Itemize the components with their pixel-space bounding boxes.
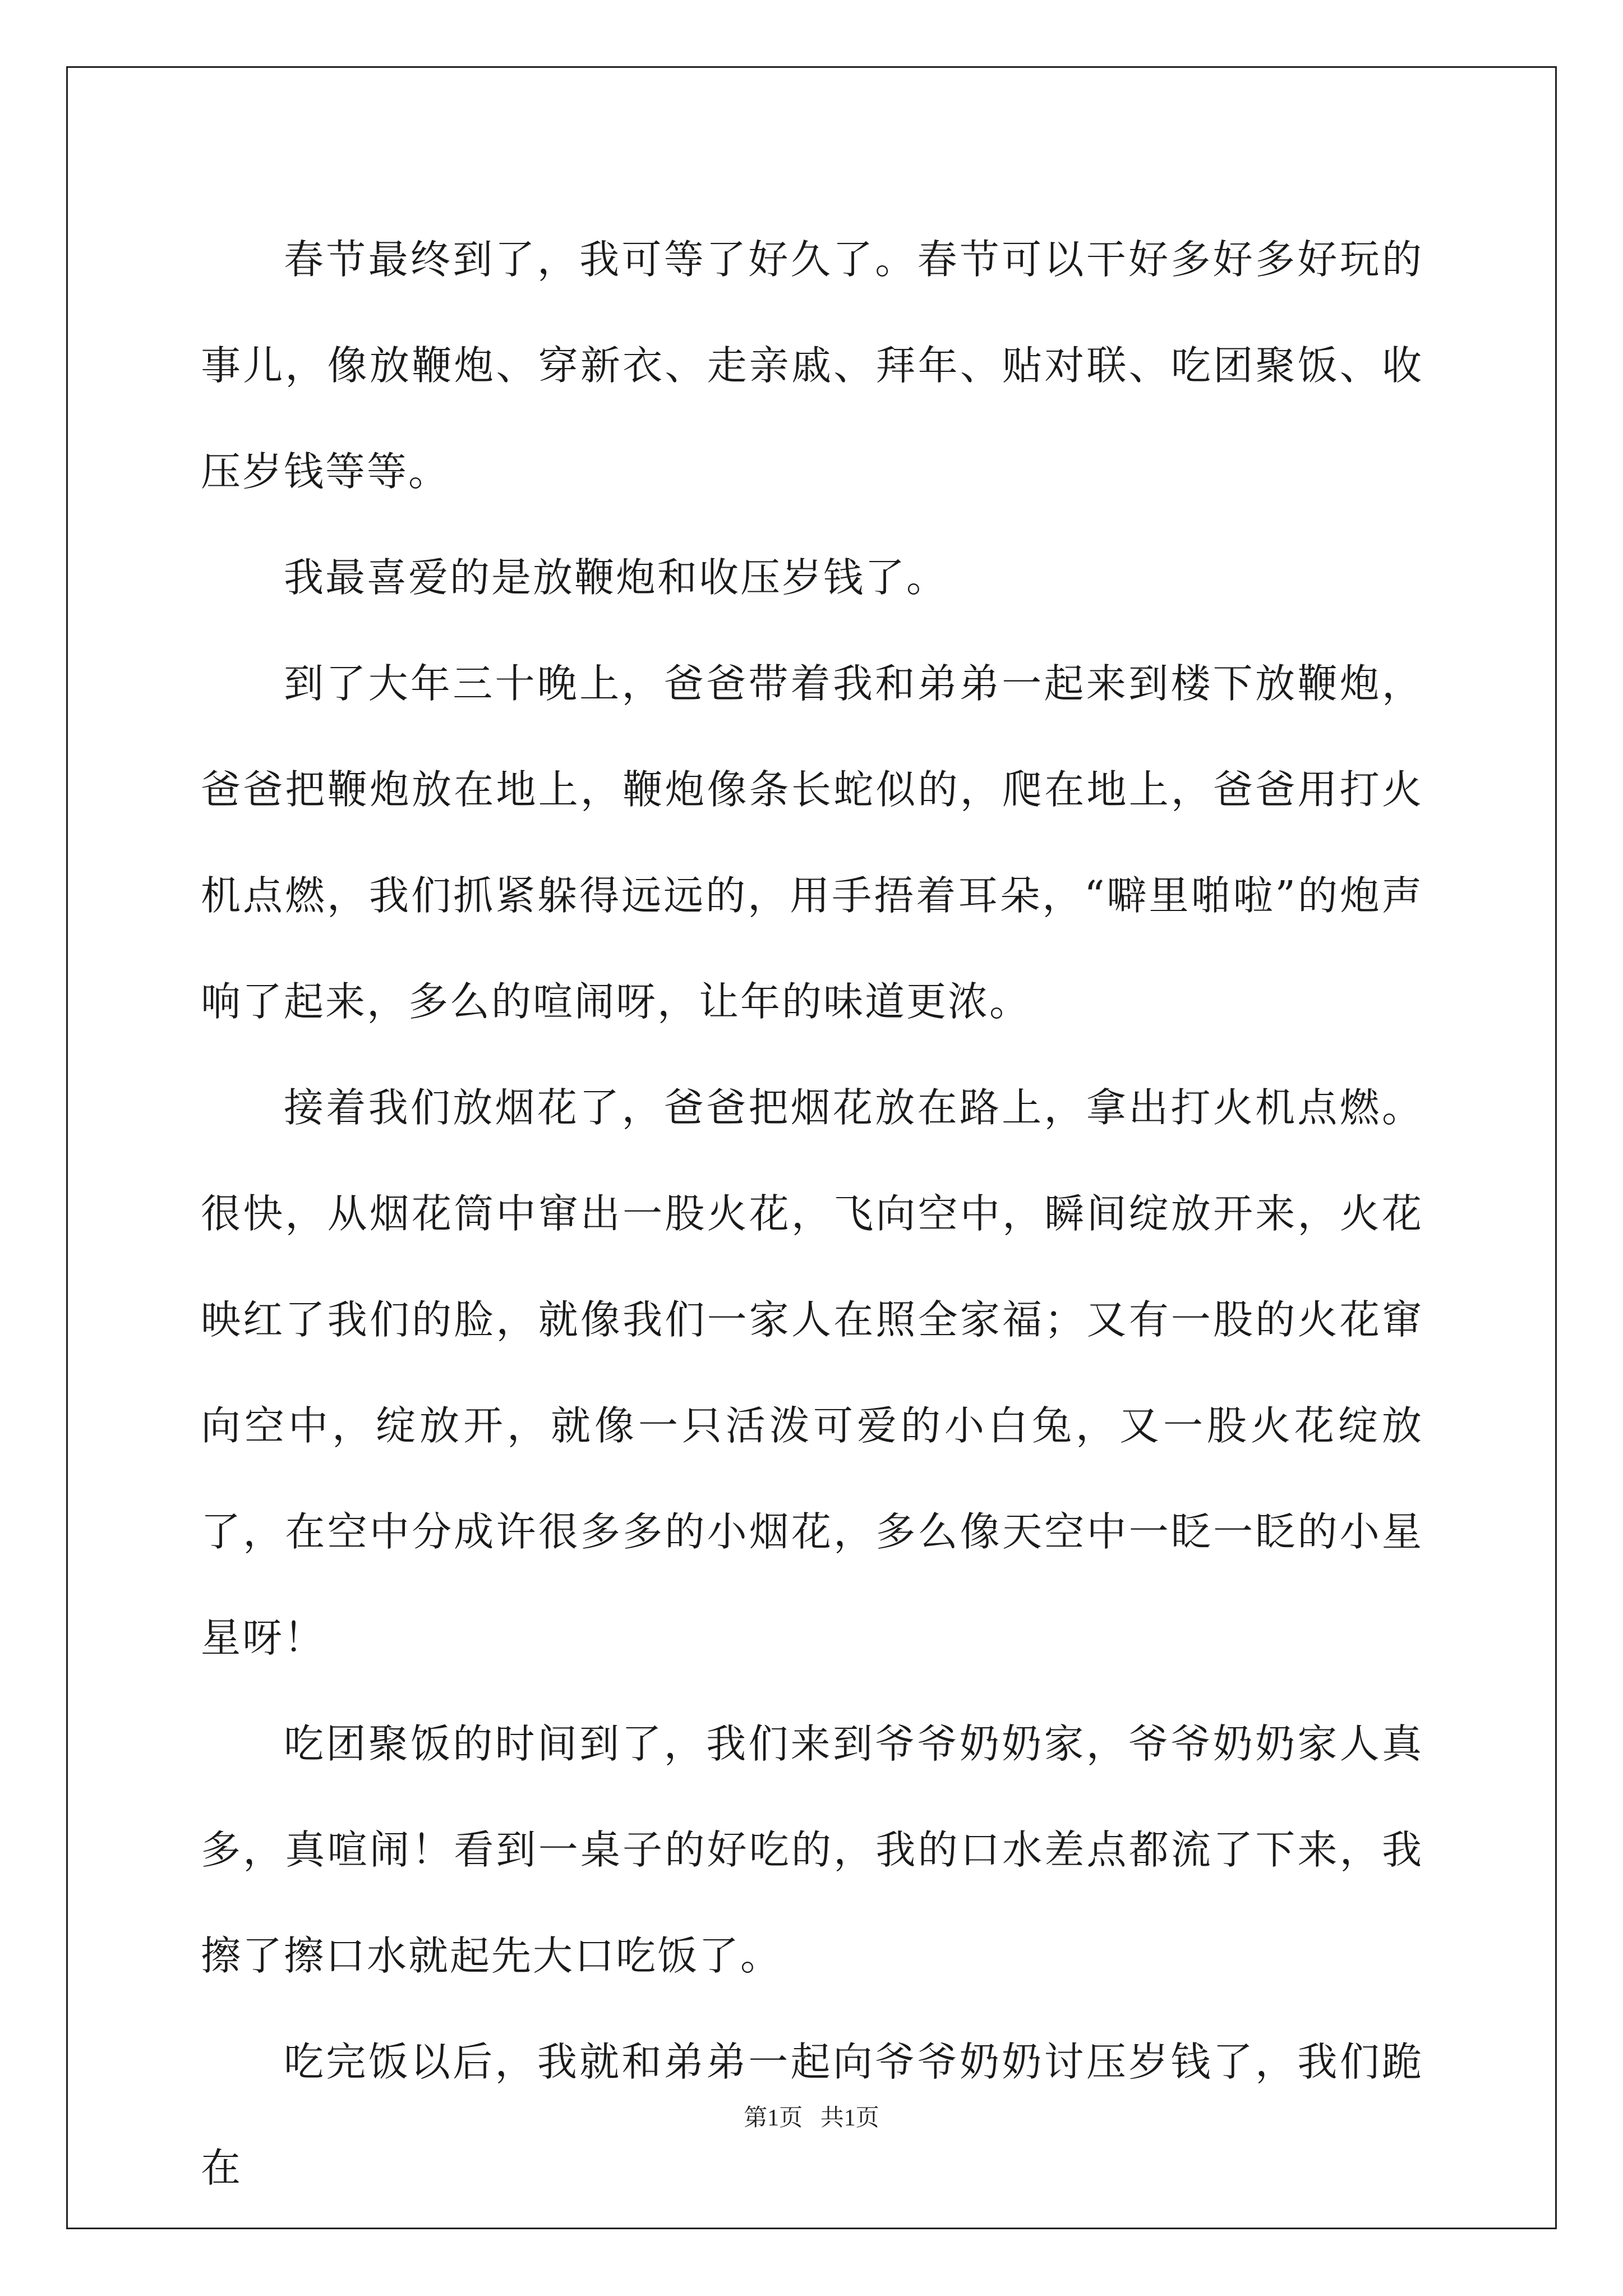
paragraph-3: 到了大年三十晚上，爸爸带着我和弟弟一起来到楼下放鞭炮，爸爸把鞭炮放在地上，鞭炮像条长蛇似的，爬在地上，爸爸用打火机点燃，我们抓紧躲得远远的，用手捂着耳朵，“噼里啪啦”的炮声响了起来，多么的喧闹呀，让年的味道更浓。 [201, 660, 1423, 1025]
paragraph-5: 吃团聚饭的时间到了，我们来到爷爷奶奶家，爷爷奶奶家人真多，真喧闹！看到一桌子的好吃的，我的口水差点都流了下来，我擦了擦口水就起先大口吃饭了。 [201, 1720, 1423, 1979]
page-footer: 第1页 共1页 [744, 2105, 879, 2131]
document-body [201, 206, 1423, 2221]
paragraph-2: 我最喜爱的是放鞭炮和收压岁钱了。 [284, 554, 948, 601]
paragraph-1: 春节最终到了，我可等了好久了。春节可以干好多好多好玩的事儿，像放鞭炮、穿新衣、走亲戚、拜年、贴对联、吃团聚饭、收压岁钱等等。 [201, 236, 1423, 495]
paragraph-6: 吃完饭以后，我就和弟弟一起向爷爷奶奶讨压岁钱了，我们跪在 [201, 2039, 1423, 2191]
paragraph-4: 接着我们放烟花了，爸爸把烟花放在路上，拿出打火机点燃。很快，从烟花筒中窜出一股火花，飞向空中，瞬间绽放开来，火花映红了我们的脸，就像我们一家人在照全家福；又有一股的火花窜向空中，绽放开，就像一只活泼可爱的小白兔，又一股火花绽放了，在空中分成许很多多的小烟花，多么像天空中一眨一眨的小星星呀！ [201, 1084, 1423, 1661]
